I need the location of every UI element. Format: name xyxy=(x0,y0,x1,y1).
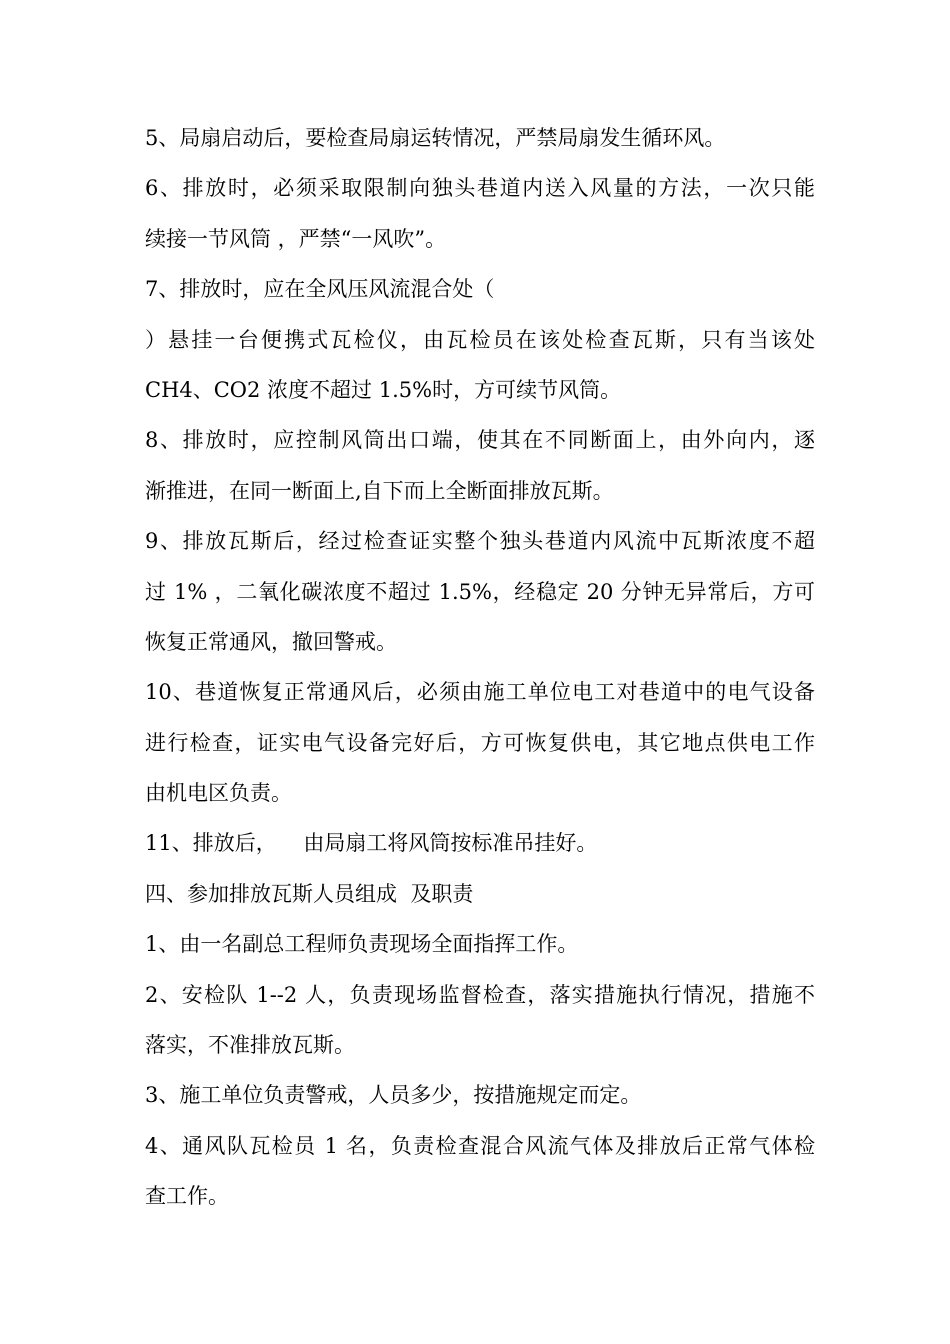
section-heading: 四、参加排放瓦斯人员组成 及职责 xyxy=(145,881,474,906)
paragraph-line-item10: 10、巷道恢复正常通风后，必须由施工单位电工对巷道中的电气设备 xyxy=(145,680,815,705)
paragraph-line-item6: 6、排放时，必须采取限制向独头巷道内送入风量的方法，一次只能 xyxy=(145,176,815,201)
paragraph-line-item11: 11、排放后， 由局扇工将风筒按标准吊挂好。 xyxy=(145,831,598,856)
paragraph-line-item10-end: 由机电区负责。 xyxy=(145,781,292,806)
paragraph-line-item7: 7、排放时，应在全风压风流混合处（ xyxy=(145,277,495,302)
paragraph-line-item10-cont: 进行检查，证实电气设备完好后，方可恢复供电，其它地点供电工作 xyxy=(145,730,815,755)
paragraph-line-item9-end: 恢复正常通风，撤回警戒。 xyxy=(145,629,397,654)
document-body xyxy=(145,113,815,1222)
paragraph-line-duty1: 1、由一名副总工程师负责现场全面指挥工作。 xyxy=(145,932,579,957)
paragraph-line-item8: 8、排放时，应控制风筒出口端，使其在不同断面上，由外向内，逐 xyxy=(145,428,815,453)
paragraph-line-duty2-cont: 落实，不准排放瓦斯。 xyxy=(145,1033,355,1058)
paragraph-line-item6-cont: 续接一节风筒 ，严禁“一风吹”。 xyxy=(145,226,447,251)
paragraph-line-duty4-cont: 查工作。 xyxy=(145,1184,229,1209)
paragraph-line-duty3: 3、施工单位负责警戒，人员多少，按措施规定而定。 xyxy=(145,1083,642,1108)
paragraph-line-item9: 9、排放瓦斯后，经过检查证实整个独头巷道内风流中瓦斯浓度不超 xyxy=(145,529,815,554)
paragraph-line-duty2: 2、安检队 1--2 人，负责现场监督检查，落实措施执行情况，措施不 xyxy=(145,982,815,1007)
paragraph-line-item9-cont: 过 1% ，二氧化碳浓度不超过 1.5%，经稳定 20 分钟无异常后，方可 xyxy=(145,579,815,604)
paragraph-line-item7-cont: ）悬挂一台便携式瓦检仪，由瓦检员在该处检查瓦斯，只有当该处 xyxy=(145,327,815,352)
paragraph-line-item7-end: CH4、CO2 浓度不超过 1.5%时，方可续节风筒。 xyxy=(145,377,622,402)
paragraph-line-item5: 5、局扇启动后，要检查局扇运转情况，严禁局扇发生循环风。 xyxy=(145,126,726,150)
paragraph-line-item8-cont: 渐推进，在同一断面上,自下而上全断面排放瓦斯。 xyxy=(145,478,614,503)
paragraph-line-duty4: 4、通风队瓦检员 1 名，负责检查混合风流气体及排放后正常气体检 xyxy=(145,1133,815,1158)
